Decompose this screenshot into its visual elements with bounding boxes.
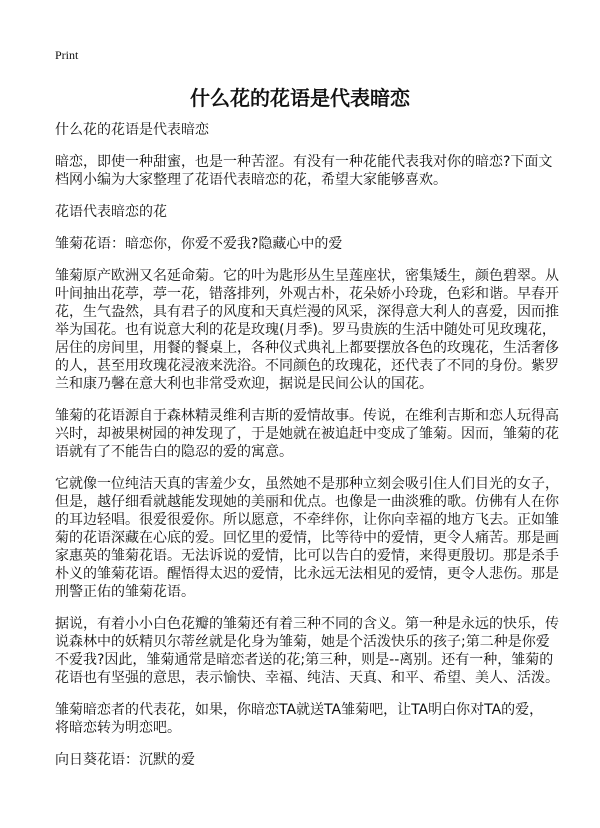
page-title: 什么花的花语是代表暗恋: [190, 86, 410, 110]
text-line: 兴时，却被果树园的神发现了，于是她就在被追赶中变成了雏菊。因而，雏菊的花: [55, 426, 559, 442]
text-line: 说森林中的妖精贝尔蒂丝就是化身为雏菊，她是个活泼快乐的孩子;第二种是你爱: [55, 634, 550, 650]
text-line: 雏菊原产欧洲又名延命菊。它的叶为匙形丛生呈莲座状，密集矮生，颜色碧翠。从: [55, 268, 559, 284]
text-line: 菊的花语深藏在心底的爱。回忆里的爱情，比等待中的爱情，更令人痛苦。那是画: [55, 530, 559, 546]
daisy-summary-paragraph: [55, 701, 555, 737]
text-line: 的耳边轻唱。很爱很爱你。所以愿意，不牵绊你，让你向幸福的地方飞去。正如雏: [55, 512, 559, 528]
section-heading: [55, 203, 555, 221]
daisy-origin-paragraph: [55, 267, 559, 393]
text-line: 雏菊的花语源自于森林精灵维利吉斯的爱情故事。传说，在维利吉斯和恋人玩得高: [55, 408, 559, 424]
daisy-description-paragraph: [55, 475, 559, 601]
text-line: 据说，有着小小白色花瓣的雏菊还有着三种不同的含义。第一种是永远的快乐，传: [55, 616, 559, 632]
text-line: 不爱我?因此，雏菊通常是暗恋者送的花;第三种，则是--离别。还有一种，雏菊的: [55, 652, 554, 668]
text-line: 它就像一位纯洁天真的害羞少女，虽然她不是那种立刻会吸引住人们目光的女子，: [55, 476, 559, 492]
daisy-heading: [55, 235, 555, 253]
text-line: 将暗恋转为明恋吧。: [55, 720, 181, 736]
text-line: 叶间抽出花葶，葶一花，错落排列，外观古朴，花朵娇小玲珑，色彩和谐。早春开: [55, 286, 559, 302]
text-line: 什么花的花语是代表暗恋: [55, 122, 209, 138]
text-line: 花语也有坚强的意思，表示愉快、幸福、纯洁、天真、和平、希望、美人、活泼。: [55, 670, 559, 686]
text-line: 兰和康乃馨在意大利也非常受欢迎，据说是民间公认的国花。: [55, 376, 433, 392]
text-line: 档网小编为大家整理了花语代表暗恋的花，希望大家能够喜欢。: [55, 172, 447, 188]
text-line: 的人，甚至用玫瑰花浸液来洗浴。不同颜色的玫瑰花，还代表了不同的身份。紫罗: [55, 358, 559, 374]
text-line: 向日葵花语：沉默的爱: [55, 752, 195, 768]
text-line: 但是，越仔细看就越能发现她的美丽和优点。也像是一曲淡雅的歌。仿佛有人在你: [55, 494, 559, 510]
text-line: 居住的房间里，用餐的餐桌上，各种仪式典礼上都要摆放各色的玫瑰花，生活奢侈: [55, 340, 559, 356]
text-line: 雏菊暗恋者的代表花，如果，你暗恋TA就送TA雏菊吧，让TA明白你对TA的爱，: [55, 702, 544, 718]
article-body: [55, 121, 559, 783]
text-line: 语就有了不能告白的隐忍的爱的寓意。: [55, 444, 293, 460]
print-link[interactable]: Print: [55, 48, 79, 62]
daisy-legend-paragraph: [55, 407, 559, 461]
text-line: 雏菊花语：暗恋你，你爱不爱我?隐藏心中的爱: [55, 236, 343, 252]
text-line: 家惠英的雏菊花语。无法诉说的爱情，比可以告白的爱情，来得更殷切。那是杀手: [55, 548, 559, 564]
daisy-meanings-paragraph: [55, 615, 559, 687]
sunflower-heading: [55, 751, 555, 769]
text-line: 朴义的雏菊花语。醒悟得太迟的爱情，比永远无法相见的爱情，更令人悲伤。那是: [55, 566, 559, 582]
text-line: 花，生气盎然，具有君子的风度和天真烂漫的风采，深得意大利人的喜爱，因而推: [55, 304, 559, 320]
intro-paragraph: [55, 153, 555, 189]
text-line: 刑警正佑的雏菊花语。: [55, 584, 195, 600]
text-line: 举为国花。也有说意大利的花是玫瑰(月季)。罗马贵族的生活中随处可见玫瑰花，: [55, 322, 556, 338]
text-line: 暗恋，即使一种甜蜜，也是一种苦涩。有没有一种花能代表我对你的暗恋?下面文: [55, 154, 553, 170]
text-line: 花语代表暗恋的花: [55, 204, 167, 220]
subtitle: [55, 121, 555, 139]
